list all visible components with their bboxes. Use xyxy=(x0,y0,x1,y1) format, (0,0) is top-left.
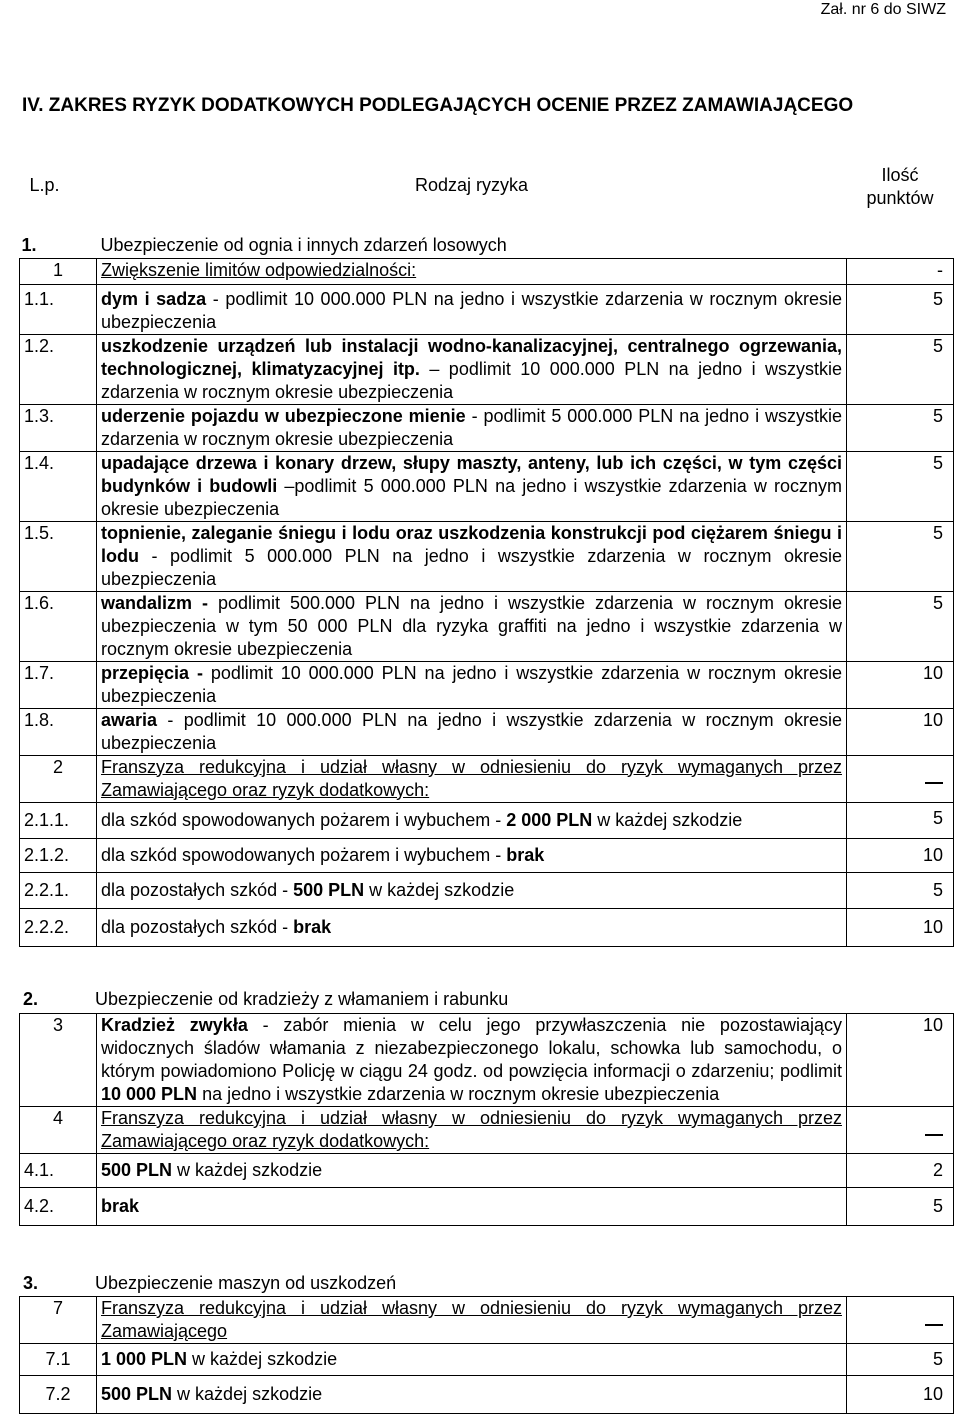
row-lp: 7.2 xyxy=(20,1376,97,1414)
row-points: 5 xyxy=(847,1344,954,1376)
table-row xyxy=(20,1154,954,1188)
row-description: 500 PLN w każdej szkodzie xyxy=(97,1376,847,1414)
page-title: IV. ZAKRES RYZYK DODATKOWYCH PODLEGAJĄCYCH OCENIE PRZEZ ZAMAWIAJĄCEGO xyxy=(22,95,854,116)
row-description: Kradzież zwykła - zabór mienia w celu jego przywłaszczenia nie pozostawiający widocznych śladów włamania z niezabezpieczonego lokalu, schowka lub samochodu, o którym powiadomiono Policję w ciągu 24 godz. od powzięcia informacji o zdarzeniu; podlimit 10 000 PLN na jedno i wszystkie zdarzenia w rocznym okresie ubezpieczenia xyxy=(97,1014,847,1107)
table-row xyxy=(20,838,954,872)
row-points: 5 xyxy=(847,451,954,521)
row-description: przepięcia - podlimit 10 000.000 PLN na jedno i wszystkie zdarzenia w rocznym okresie ubezpieczenia xyxy=(97,661,847,708)
group-points xyxy=(847,1297,954,1344)
table-row xyxy=(20,451,954,521)
row-description: 500 PLN w każdej szkodzie xyxy=(97,1154,847,1188)
group-number: 7 xyxy=(20,1297,97,1344)
row-description: dym i sadza - podlimit 10 000.000 PLN na jedno i wszystkie zdarzenia w rocznym okresie ubezpieczenia xyxy=(97,284,847,334)
row-lp: 2.1.1. xyxy=(20,802,97,838)
row-description: dla pozostałych szkód - brak xyxy=(97,908,847,946)
risk-table-theft xyxy=(19,1013,954,1226)
row-points: 10 xyxy=(847,908,954,946)
header-risk-type: Rodzaj ryzyka xyxy=(414,175,529,195)
row-points: 10 xyxy=(847,838,954,872)
row-lp: 7.1 xyxy=(20,1344,97,1376)
row-lp: 2.2.1. xyxy=(20,872,97,908)
row-points: 2 xyxy=(847,1154,954,1188)
row-points: 5 xyxy=(847,802,954,838)
row-lp: 2.2.2. xyxy=(20,908,97,946)
section-number: 1. xyxy=(21,235,37,255)
risk-table-machinery xyxy=(19,1296,954,1414)
header-points xyxy=(847,162,954,234)
row-points: 5 xyxy=(847,521,954,591)
row-points: 5 xyxy=(847,334,954,404)
row-lp: 1.6. xyxy=(20,591,97,661)
row-lp: 1.7. xyxy=(20,661,97,708)
group-label: Franszyza redukcyjna i udział własny w odniesieniu do ryzyk wymaganych przez Zamawiającego oraz ryzyk dodatkowych: xyxy=(97,1107,847,1154)
row-points: 5 xyxy=(847,284,954,334)
group-label: Franszyza redukcyjna i udział własny w odniesieniu do ryzyk wymaganych przez Zamawiającego xyxy=(97,1297,847,1344)
row-description: uszkodzenie urządzeń lub instalacji wodno-kanalizacyjnej, centralnego ogrzewania, technologicznej, klimatyzacyjnej itp. – podlimit 10 000.000 PLN na jedno i wszystkie zdarzenia w rocznym okresie ubezpieczenia xyxy=(97,334,847,404)
header-points-line2: punktów xyxy=(866,188,934,208)
dash-mark xyxy=(925,771,943,784)
table-row xyxy=(20,284,954,334)
table-row xyxy=(20,661,954,708)
dash-mark xyxy=(925,1313,943,1326)
risk-table-fire xyxy=(19,162,954,947)
row-lp: 1.2. xyxy=(20,334,97,404)
table-row xyxy=(20,1188,954,1226)
table-row xyxy=(20,1014,954,1107)
table-row xyxy=(20,1376,954,1414)
group-row xyxy=(20,1297,954,1344)
row-lp: 1.3. xyxy=(20,404,97,451)
row-points: 5 xyxy=(847,872,954,908)
section-title-row xyxy=(23,988,508,1010)
row-points: 5 xyxy=(847,404,954,451)
row-points: 10 xyxy=(847,1014,954,1107)
table-row xyxy=(20,1344,954,1376)
row-lp: 1.4. xyxy=(20,451,97,521)
group-number: 3 xyxy=(20,1014,97,1107)
group-points: - xyxy=(847,258,954,284)
row-description: wandalizm - podlimit 500.000 PLN na jedno i wszystkie zdarzenia w rocznym okresie ubezpieczenia w tym 50 000 PLN dla ryzyka graffiti na jedno i wszystkie zdarzenia w rocznym okresie ubezpieczenia xyxy=(97,591,847,661)
table-row xyxy=(20,802,954,838)
section-title: Ubezpieczenie od kradzieży z włamaniem i rabunku xyxy=(95,989,509,1009)
group-number: 1 xyxy=(20,258,97,284)
table-row xyxy=(20,591,954,661)
section-title-row xyxy=(20,234,954,258)
row-description: brak xyxy=(97,1188,847,1226)
group-number: 4 xyxy=(20,1107,97,1154)
row-lp: 2.1.2. xyxy=(20,838,97,872)
row-description: 1 000 PLN w każdej szkodzie xyxy=(97,1344,847,1376)
group-label: Zwiększenie limitów odpowiedzialności: xyxy=(97,258,847,284)
table-row xyxy=(20,708,954,755)
row-description: upadające drzewa i konary drzew, słupy maszty, anteny, lub ich części, w tym części budynków i budowli –podlimit 5 000.000 PLN na jedno i wszystkie zdarzenia w rocznym okresie ubezpieczenia xyxy=(97,451,847,521)
header-points-line1: Ilość xyxy=(881,165,919,185)
row-lp: 1.5. xyxy=(20,521,97,591)
dash-mark xyxy=(925,1123,943,1136)
table-row xyxy=(20,872,954,908)
group-row xyxy=(20,755,954,802)
row-description: dla pozostałych szkód - 500 PLN w każdej szkodzie xyxy=(97,872,847,908)
row-points: 10 xyxy=(847,708,954,755)
row-description: dla szkód spowodowanych pożarem i wybuchem - brak xyxy=(97,838,847,872)
row-lp: 4.1. xyxy=(20,1154,97,1188)
row-lp: 1.1. xyxy=(20,284,97,334)
group-label: Franszyza redukcyjna i udział własny w odniesieniu do ryzyk wymaganych przez Zamawiającego oraz ryzyk dodatkowych: xyxy=(97,755,847,802)
row-points: 5 xyxy=(847,1188,954,1226)
group-points xyxy=(847,755,954,802)
table-row xyxy=(20,521,954,591)
group-row xyxy=(20,1107,954,1154)
row-lp: 4.2. xyxy=(20,1188,97,1226)
section-title: Ubezpieczenie od ognia i innych zdarzeń losowych xyxy=(100,235,507,255)
row-description: awaria - podlimit 10 000.000 PLN na jedno i wszystkie zdarzenia w rocznym okresie ubezpieczenia xyxy=(97,708,847,755)
row-lp: 1.8. xyxy=(20,708,97,755)
row-points: 10 xyxy=(847,661,954,708)
row-points: 5 xyxy=(847,591,954,661)
group-number: 2 xyxy=(20,755,97,802)
header-lp: L.p. xyxy=(29,175,60,195)
table-row xyxy=(20,908,954,946)
section-title-row xyxy=(23,1272,396,1294)
section-number: 3. xyxy=(23,1273,39,1293)
row-description: topnienie, zaleganie śniegu i lodu oraz uszkodzenia konstrukcji pod ciężarem śniegu i lodu - podlimit 5 000.000 PLN na jedno i wszystkie zdarzenia w rocznym okresie ubezpieczenia xyxy=(97,521,847,591)
row-description: uderzenie pojazdu w ubezpieczone mienie - podlimit 5 000.000 PLN na jedno i wszystkie zdarzenia w rocznym okresie ubezpieczenia xyxy=(97,404,847,451)
section-title: Ubezpieczenie maszyn od uszkodzeń xyxy=(95,1273,397,1293)
table-row xyxy=(20,404,954,451)
table-row xyxy=(20,334,954,404)
row-description: dla szkód spowodowanych pożarem i wybuchem - 2 000 PLN w każdej szkodzie xyxy=(97,802,847,838)
section-number: 2. xyxy=(23,989,39,1009)
table-header-row xyxy=(20,162,954,234)
group-points xyxy=(847,1107,954,1154)
group-row xyxy=(20,258,954,284)
page-reference: Zał. nr 6 do SIWZ xyxy=(820,1,946,18)
row-points: 10 xyxy=(847,1376,954,1414)
